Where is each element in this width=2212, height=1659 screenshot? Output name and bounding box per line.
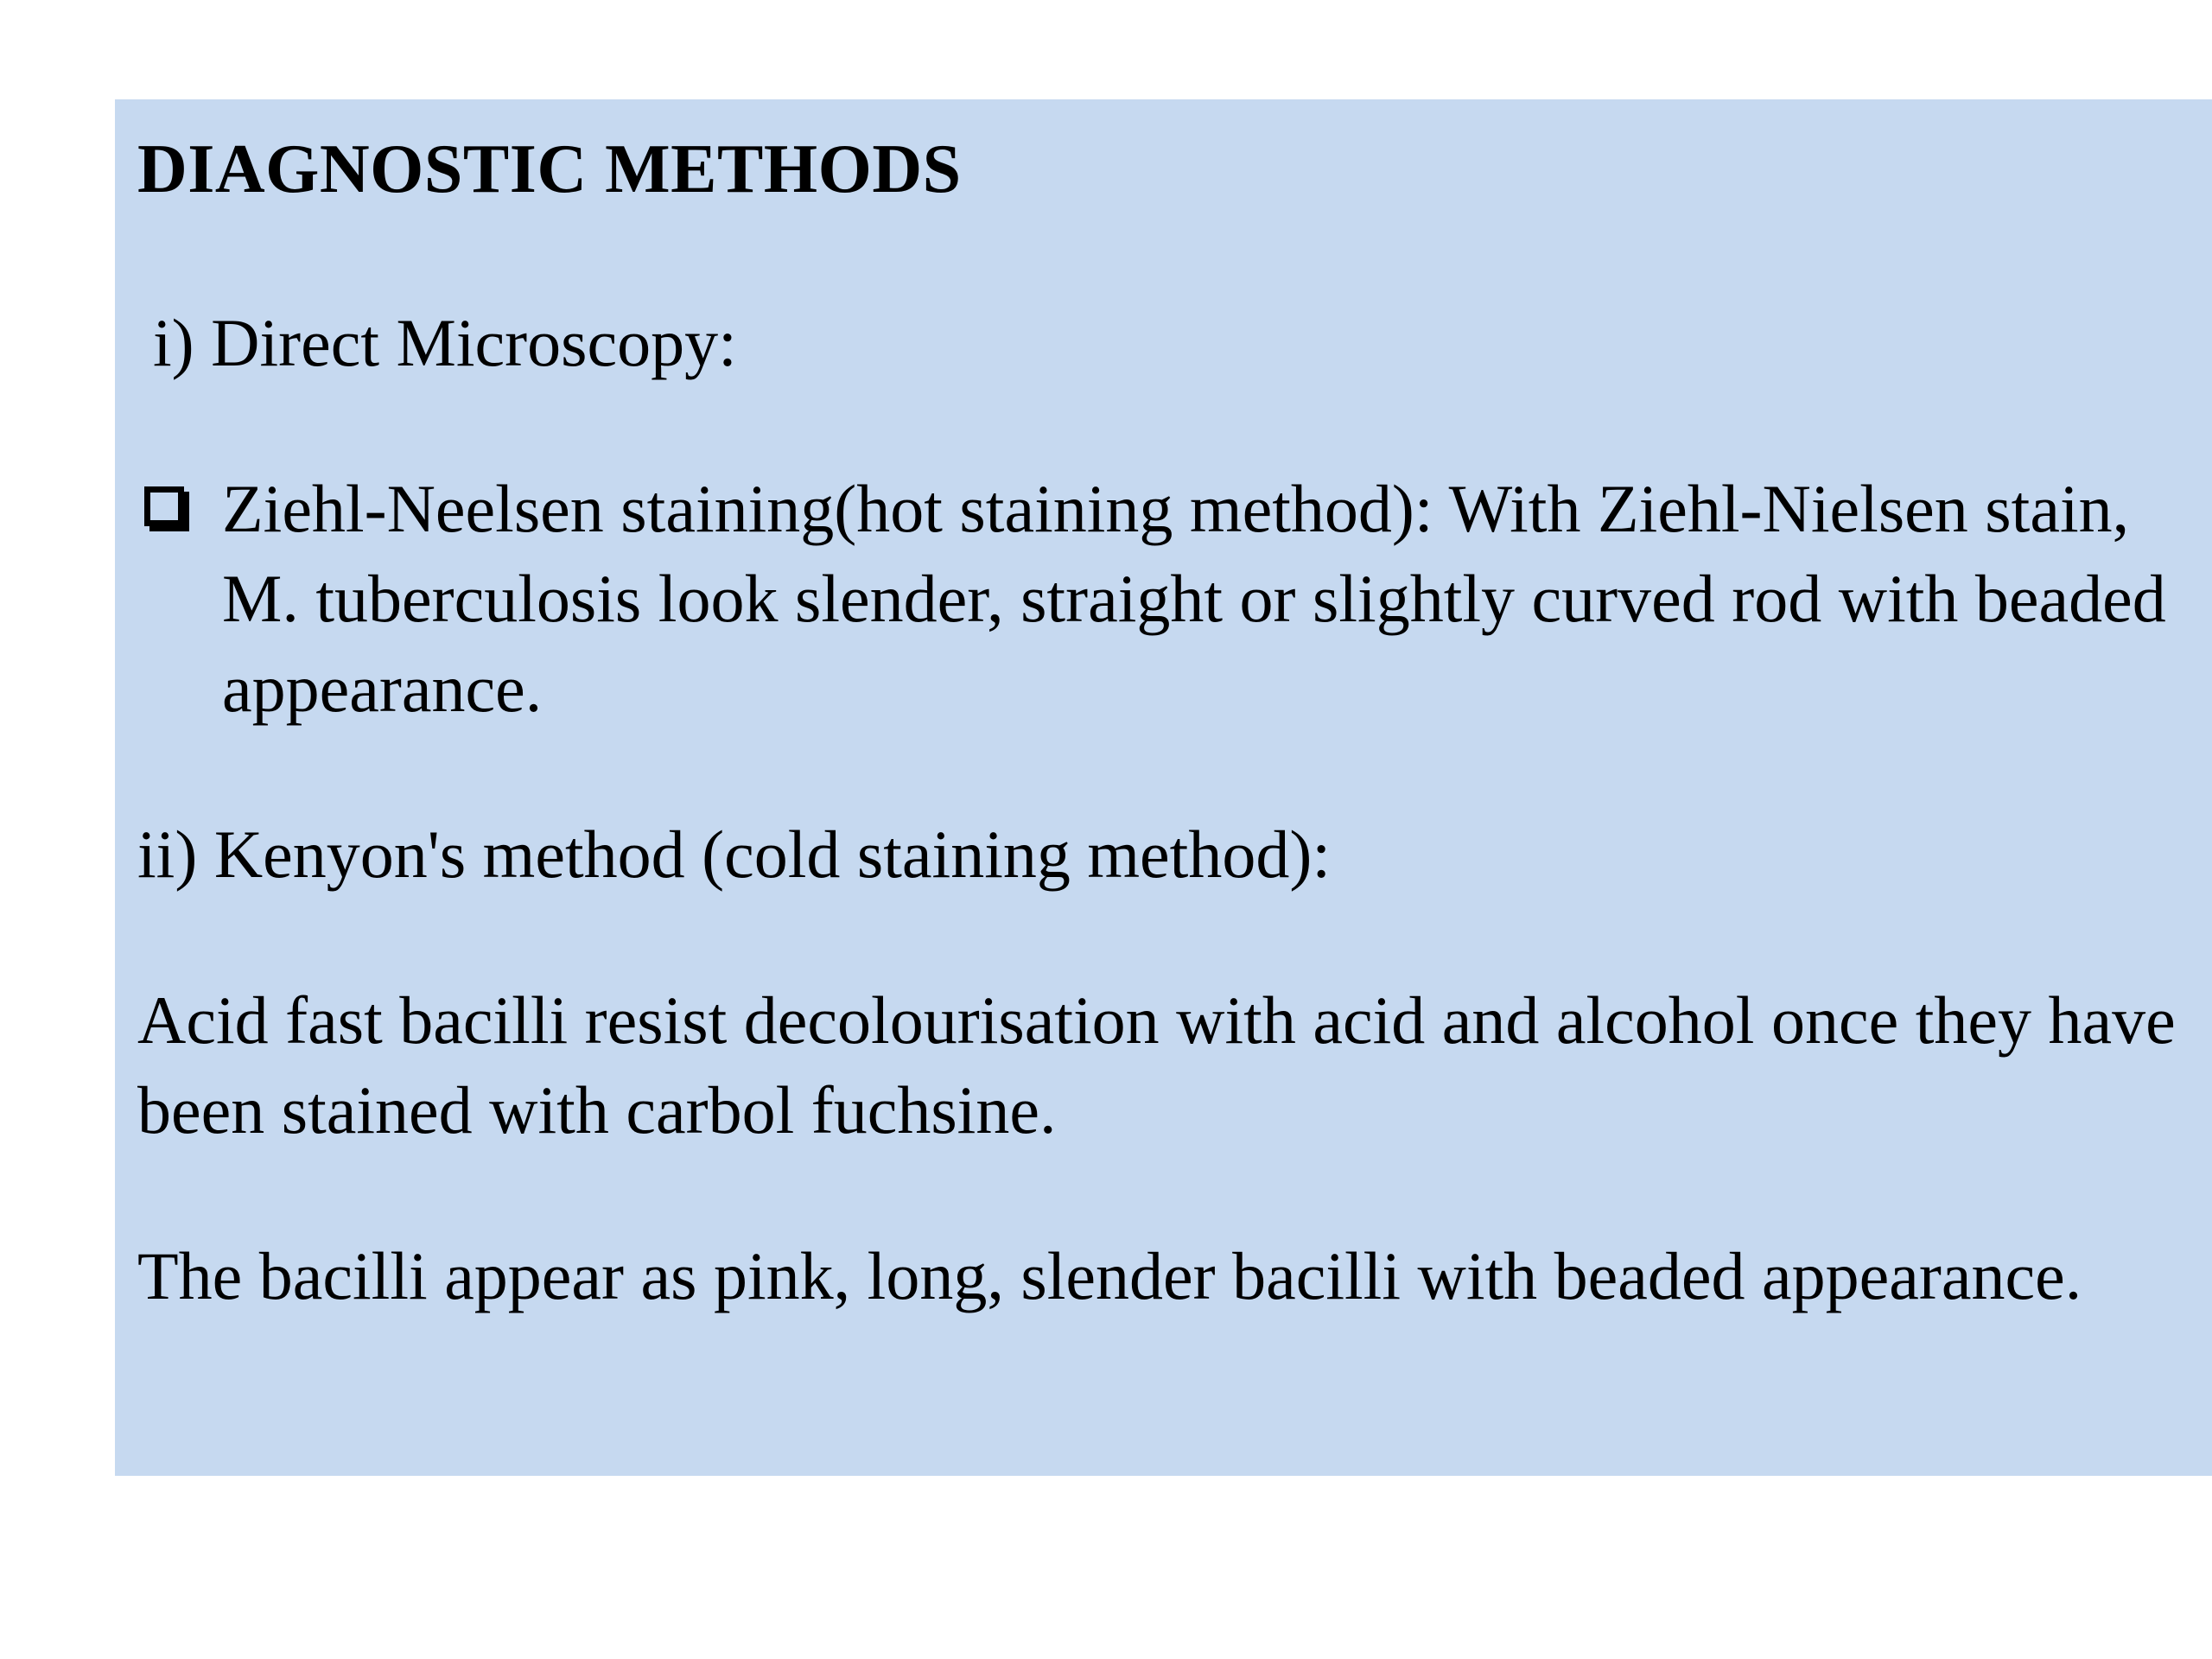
spacer: [137, 388, 2190, 464]
checkbox-bullet-icon: [144, 486, 184, 526]
bullet-text: Ziehl-Neelsen staining(hot staining method): With Ziehl-Nielsen stain, M. tuberculosis look slender, straight or slightly curved rod with beaded appearance.: [222, 471, 2166, 726]
section-direct-microscopy: [137, 298, 2190, 388]
page-title: DIAGNOSTIC METHODS: [137, 131, 962, 207]
spacer: [137, 1155, 2190, 1231]
spacer: [137, 222, 2190, 298]
paragraph-bacilli-appearance: The bacilli appear as pink, long, slender bacilli with beaded appearance.: [137, 1238, 2082, 1313]
spacer: [137, 899, 2190, 976]
spacer: [137, 734, 2190, 810]
content-box: [115, 99, 2212, 1476]
paragraph-acid-fast: Acid fast bacilli resist decolourisation with acid and alcohol once they have been stained with carbol fuchsine.: [137, 982, 2176, 1147]
section-kenyon-method: ii) Kenyon's method (cold staining method):: [137, 817, 1331, 892]
bullet-item: [137, 464, 2190, 734]
section-title-direct-microscopy: i) Direct Microscopy:: [153, 305, 737, 380]
